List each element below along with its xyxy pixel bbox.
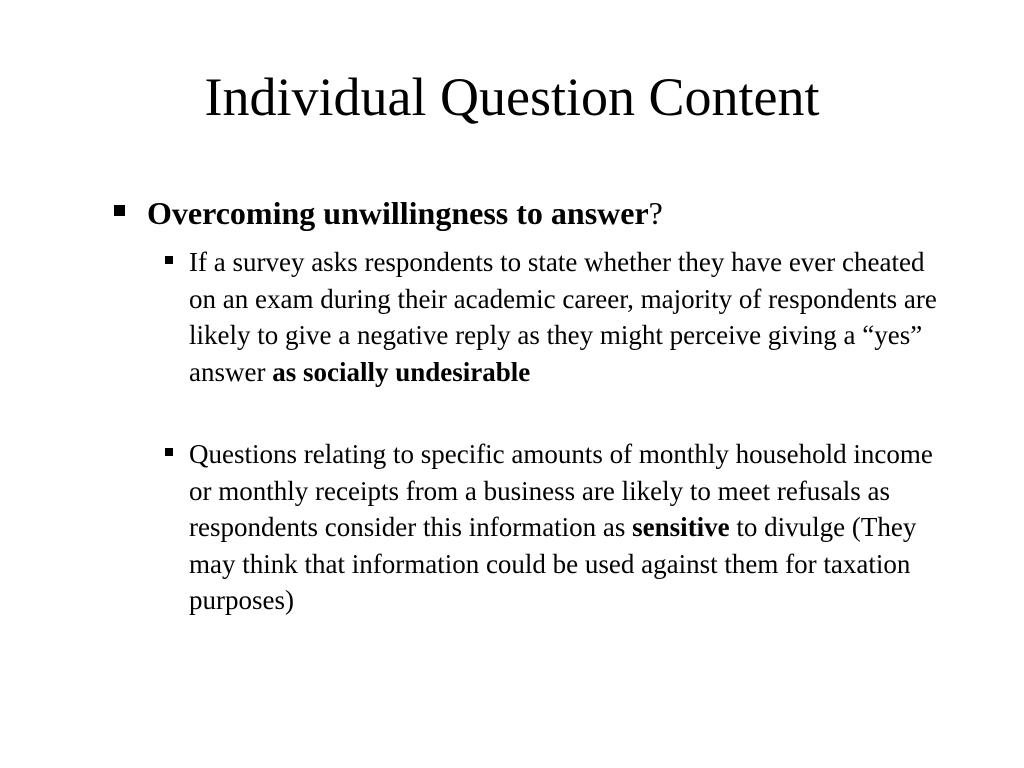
- slide-title: Individual Question Content: [204, 67, 820, 127]
- sub-bullet-body-end: to divulge (They may think that information could be used against them for taxation purposes): [189, 512, 917, 615]
- sub-bullet-text: [189, 244, 955, 390]
- bullet-text: [147, 193, 663, 233]
- square-bullet-icon: [165, 448, 173, 456]
- square-bullet-icon: [165, 256, 173, 264]
- bullet-heading-suffix: ?: [648, 195, 663, 231]
- sub-bullet-text: [189, 436, 955, 619]
- sub-bullet-body: Questions relating to specific amounts of monthly household income or monthly receipts from a business are likely to meet refusals as respondents consider this information as: [189, 439, 933, 542]
- bullet-heading-bold: Overcoming unwillingness to answer: [147, 195, 649, 231]
- sub-bullet-emphasis: as socially undesirable: [272, 356, 531, 387]
- square-bullet-icon: [114, 205, 125, 216]
- sub-bullet-body: If a survey asks respondents to state whether they have ever cheated on an exam during their academic career, majority of respondents are likely to give a negative reply as they might perceive giving a “yes” answer: [189, 247, 937, 387]
- sub-bullet-emphasis: sensitive: [632, 512, 730, 542]
